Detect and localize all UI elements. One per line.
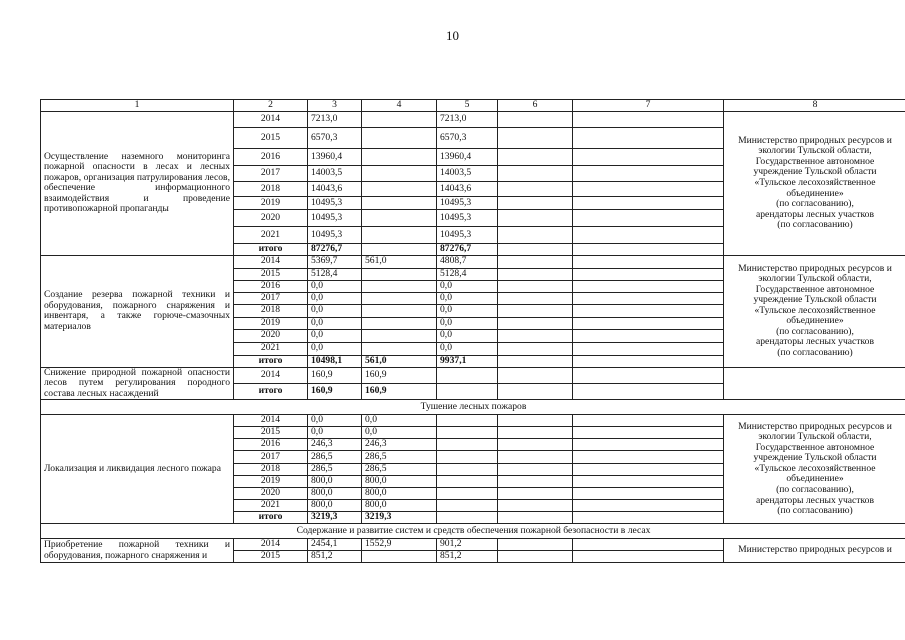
executor-line: «Тульское лесохозяйственное bbox=[754, 304, 876, 316]
section-heading: Содержание и развитие систем и средств обеспечения пожарной безопасности в лесах bbox=[41, 524, 905, 539]
executor-cell bbox=[724, 415, 905, 524]
executor-line: (по согласованию) bbox=[777, 346, 853, 358]
executor-cell bbox=[724, 367, 905, 400]
federal-budget-cell bbox=[437, 415, 498, 427]
year-cell: 2015 bbox=[234, 128, 308, 149]
column-6-cell bbox=[498, 383, 573, 399]
executor-line: (по согласованию), bbox=[776, 325, 854, 337]
column-6-cell bbox=[498, 539, 573, 551]
column-7-cell bbox=[573, 439, 724, 451]
column-7-cell bbox=[573, 280, 724, 292]
column-6-cell bbox=[498, 342, 573, 355]
total-funding-cell: 286,5 bbox=[308, 464, 362, 476]
total-funding-cell: 14003,5 bbox=[308, 166, 362, 182]
column-7-cell bbox=[573, 476, 724, 488]
executor-line: (по согласованию), bbox=[776, 198, 854, 210]
total-funding-cell: 5369,7 bbox=[308, 255, 362, 268]
year-cell: 2020 bbox=[234, 488, 308, 500]
executor-line: экологии Тульской области, bbox=[758, 145, 872, 157]
total-funding-cell: 10498,1 bbox=[308, 355, 362, 367]
year-cell: 2019 bbox=[234, 317, 308, 329]
regional-budget-cell bbox=[362, 166, 437, 182]
total-funding-cell: 2454,1 bbox=[308, 539, 362, 551]
year-cell: 2014 bbox=[234, 539, 308, 551]
year-cell: 2015 bbox=[234, 551, 308, 563]
year-row bbox=[41, 112, 905, 128]
section-heading: Тушение лесных пожаров bbox=[41, 400, 905, 415]
total-funding-cell: 10495,3 bbox=[308, 227, 362, 244]
column-6-cell bbox=[498, 197, 573, 210]
regional-budget-cell bbox=[362, 112, 437, 128]
column-6-cell bbox=[498, 182, 573, 197]
total-funding-cell: 160,9 bbox=[308, 383, 362, 399]
column-7-cell bbox=[573, 342, 724, 355]
regional-budget-cell bbox=[362, 197, 437, 210]
measure-description: Создание резерва пожарной техники и оборудования, пожарного снаряжения и инвентаря, а также горюче-смазочных материалов bbox=[41, 255, 234, 367]
executor-cell bbox=[724, 255, 905, 367]
regional-budget-cell bbox=[362, 292, 437, 304]
total-funding-cell: 10495,3 bbox=[308, 197, 362, 210]
regional-budget-cell: 800,0 bbox=[362, 500, 437, 512]
column-6-cell bbox=[498, 317, 573, 329]
total-funding-cell: 13960,4 bbox=[308, 149, 362, 166]
table-body bbox=[41, 100, 905, 563]
executor-line: Министерство природных ресурсов и bbox=[738, 420, 892, 432]
regional-budget-cell bbox=[362, 128, 437, 149]
year-cell: итого bbox=[234, 244, 308, 256]
total-funding-cell: 87276,7 bbox=[308, 244, 362, 256]
column-7-cell bbox=[573, 512, 724, 524]
executor-line: объединение» bbox=[786, 315, 844, 327]
executor-line: Министерство природных ресурсов и bbox=[738, 262, 892, 274]
federal-budget-cell: 14003,5 bbox=[437, 166, 498, 182]
regional-budget-cell: 561,0 bbox=[362, 355, 437, 367]
total-funding-cell: 14043,6 bbox=[308, 182, 362, 197]
regional-budget-cell bbox=[362, 268, 437, 280]
federal-budget-cell bbox=[437, 427, 498, 439]
regional-budget-cell: 0,0 bbox=[362, 427, 437, 439]
column-number-row bbox=[41, 100, 905, 112]
year-cell: 2015 bbox=[234, 268, 308, 280]
section-heading-row bbox=[41, 400, 905, 415]
year-cell: итого bbox=[234, 383, 308, 399]
column-7-cell bbox=[573, 427, 724, 439]
column-7-cell bbox=[573, 539, 724, 551]
column-6-cell bbox=[498, 329, 573, 342]
column-7-cell bbox=[573, 182, 724, 197]
section-heading-row bbox=[41, 524, 905, 539]
year-cell: 2014 bbox=[234, 367, 308, 383]
year-cell: 2021 bbox=[234, 227, 308, 244]
federal-budget-cell: 0,0 bbox=[437, 317, 498, 329]
measure-description: Локализация и ликвидация лесного пожара bbox=[41, 415, 234, 524]
executor-line: Министерство природных ресурсов и bbox=[738, 134, 892, 146]
executor-line: Государственное автономное bbox=[755, 441, 875, 453]
regional-budget-cell bbox=[362, 342, 437, 355]
total-funding-cell: 246,3 bbox=[308, 439, 362, 451]
column-7-cell bbox=[573, 197, 724, 210]
federal-budget-cell: 10495,3 bbox=[437, 227, 498, 244]
regional-budget-cell bbox=[362, 317, 437, 329]
column-number-4: 4 bbox=[362, 100, 437, 112]
federal-budget-cell: 9937,1 bbox=[437, 355, 498, 367]
total-funding-cell: 800,0 bbox=[308, 500, 362, 512]
column-6-cell bbox=[498, 512, 573, 524]
federal-budget-cell: 0,0 bbox=[437, 342, 498, 355]
column-6-cell bbox=[498, 255, 573, 268]
regional-budget-cell: 286,5 bbox=[362, 464, 437, 476]
year-cell: 2021 bbox=[234, 342, 308, 355]
executor-line: (по согласованию) bbox=[777, 219, 853, 231]
regional-budget-cell: 160,9 bbox=[362, 383, 437, 399]
federal-budget-cell bbox=[437, 512, 498, 524]
column-6-cell bbox=[498, 280, 573, 292]
regional-budget-cell: 1552,9 bbox=[362, 539, 437, 551]
column-7-cell bbox=[573, 166, 724, 182]
executor-line: «Тульское лесохозяйственное bbox=[754, 462, 876, 474]
column-7-cell bbox=[573, 227, 724, 244]
total-funding-cell: 160,9 bbox=[308, 367, 362, 383]
total-funding-cell: 0,0 bbox=[308, 304, 362, 317]
column-6-cell bbox=[498, 427, 573, 439]
federal-budget-cell: 851,2 bbox=[437, 551, 498, 563]
total-funding-cell: 0,0 bbox=[308, 342, 362, 355]
federal-budget-cell: 7213,0 bbox=[437, 112, 498, 128]
column-7-cell bbox=[573, 415, 724, 427]
year-row bbox=[41, 255, 905, 268]
federal-budget-cell: 901,2 bbox=[437, 539, 498, 551]
federal-budget-cell bbox=[437, 439, 498, 451]
column-6-cell bbox=[498, 166, 573, 182]
executor-line: Государственное автономное bbox=[755, 155, 875, 167]
year-cell: 2017 bbox=[234, 451, 308, 464]
total-funding-cell: 800,0 bbox=[308, 476, 362, 488]
year-cell: 2016 bbox=[234, 280, 308, 292]
measure-description: Снижение природной пожарной опасности лесов путем регулирования породного состава лесных насаждений bbox=[41, 367, 234, 400]
executor-line: учреждение Тульской области bbox=[753, 294, 877, 306]
column-6-cell bbox=[498, 149, 573, 166]
column-7-cell bbox=[573, 367, 724, 383]
federal-budget-cell: 10495,3 bbox=[437, 210, 498, 227]
year-cell: 2019 bbox=[234, 476, 308, 488]
total-funding-cell: 6570,3 bbox=[308, 128, 362, 149]
executor-line: «Тульское лесохозяйственное bbox=[754, 177, 876, 188]
year-cell: итого bbox=[234, 512, 308, 524]
year-cell: итого bbox=[234, 355, 308, 367]
column-6-cell bbox=[498, 500, 573, 512]
year-cell: 2018 bbox=[234, 304, 308, 317]
federal-budget-cell bbox=[437, 383, 498, 399]
total-funding-cell: 286,5 bbox=[308, 451, 362, 464]
regional-budget-cell: 800,0 bbox=[362, 476, 437, 488]
regional-budget-cell bbox=[362, 244, 437, 256]
federal-budget-cell: 0,0 bbox=[437, 292, 498, 304]
total-funding-cell: 0,0 bbox=[308, 427, 362, 439]
federal-budget-cell bbox=[437, 451, 498, 464]
year-row bbox=[41, 415, 905, 427]
executor-line: учреждение Тульской области bbox=[753, 166, 877, 178]
column-6-cell bbox=[498, 439, 573, 451]
column-6-cell bbox=[498, 112, 573, 128]
regional-budget-cell bbox=[362, 329, 437, 342]
federal-budget-cell: 5128,4 bbox=[437, 268, 498, 280]
column-6-cell bbox=[498, 476, 573, 488]
year-cell: 2018 bbox=[234, 182, 308, 197]
federal-budget-cell bbox=[437, 367, 498, 383]
executor-line: Государственное автономное bbox=[755, 283, 875, 295]
regional-budget-cell bbox=[362, 182, 437, 197]
column-7-cell bbox=[573, 210, 724, 227]
total-funding-cell: 800,0 bbox=[308, 488, 362, 500]
regional-budget-cell: 286,5 bbox=[362, 451, 437, 464]
executor-line: арендаторы лесных участков bbox=[756, 336, 874, 348]
column-number-3: 3 bbox=[308, 100, 362, 112]
executor-line: арендаторы лесных участков bbox=[756, 494, 874, 506]
regional-budget-cell: 160,9 bbox=[362, 367, 437, 383]
federal-budget-cell: 14043,6 bbox=[437, 182, 498, 197]
year-cell: 2018 bbox=[234, 464, 308, 476]
column-number-7: 7 bbox=[573, 100, 724, 112]
executor-cell bbox=[724, 539, 905, 563]
year-cell: 2015 bbox=[234, 427, 308, 439]
year-cell: 2019 bbox=[234, 197, 308, 210]
regional-budget-cell bbox=[362, 149, 437, 166]
page-number: 10 bbox=[446, 28, 459, 43]
column-7-cell bbox=[573, 464, 724, 476]
regional-budget-cell: 800,0 bbox=[362, 488, 437, 500]
column-6-cell bbox=[498, 292, 573, 304]
year-row bbox=[41, 539, 905, 551]
year-cell: 2014 bbox=[234, 415, 308, 427]
regional-budget-cell bbox=[362, 304, 437, 317]
executor-cell bbox=[724, 112, 905, 256]
executor-line: экологии Тульской области, bbox=[758, 431, 872, 443]
column-number-8: 8 bbox=[724, 100, 905, 112]
regional-budget-cell: 3219,3 bbox=[362, 512, 437, 524]
total-funding-cell: 0,0 bbox=[308, 317, 362, 329]
federal-budget-cell: 87276,7 bbox=[437, 244, 498, 256]
executor-line: экологии Тульской области, bbox=[758, 273, 872, 285]
federal-budget-cell bbox=[437, 476, 498, 488]
column-6-cell bbox=[498, 415, 573, 427]
column-7-cell bbox=[573, 128, 724, 149]
column-7-cell bbox=[573, 244, 724, 256]
column-6-cell bbox=[498, 244, 573, 256]
federal-budget-cell: 4808,7 bbox=[437, 255, 498, 268]
column-7-cell bbox=[573, 268, 724, 280]
executor-line: (по согласованию) bbox=[777, 505, 853, 517]
federal-budget-cell bbox=[437, 464, 498, 476]
column-7-cell bbox=[573, 317, 724, 329]
year-cell: 2014 bbox=[234, 112, 308, 128]
total-funding-cell: 10495,3 bbox=[308, 210, 362, 227]
column-number-5: 5 bbox=[437, 100, 498, 112]
regional-budget-cell bbox=[362, 210, 437, 227]
federal-budget-cell: 6570,3 bbox=[437, 128, 498, 149]
measure-description: Приобретение пожарной техники и оборудования, пожарного снаряжения и bbox=[41, 539, 234, 563]
regional-budget-cell bbox=[362, 227, 437, 244]
column-number-1: 1 bbox=[41, 100, 234, 112]
total-funding-cell: 851,2 bbox=[308, 551, 362, 563]
column-6-cell bbox=[498, 210, 573, 227]
column-number-2: 2 bbox=[234, 100, 308, 112]
executor-line: Министерство природных ресурсов и bbox=[738, 544, 892, 556]
column-7-cell bbox=[573, 304, 724, 317]
total-funding-cell: 0,0 bbox=[308, 292, 362, 304]
year-cell: 2014 bbox=[234, 255, 308, 268]
column-7-cell bbox=[573, 551, 724, 563]
column-7-cell bbox=[573, 149, 724, 166]
measure-description: Осуществление наземного мониторинга пожарной опасности в лесах и лесных пожаров, организация патрулирования лесов, обеспечение информационного взаимодействия и проведение противопожарной пропаганды bbox=[41, 112, 234, 256]
column-6-cell bbox=[498, 551, 573, 563]
year-row bbox=[41, 367, 905, 383]
year-cell: 2016 bbox=[234, 149, 308, 166]
column-7-cell bbox=[573, 255, 724, 268]
year-cell: 2021 bbox=[234, 500, 308, 512]
column-7-cell bbox=[573, 329, 724, 342]
column-7-cell bbox=[573, 383, 724, 399]
column-7-cell bbox=[573, 355, 724, 367]
column-6-cell bbox=[498, 488, 573, 500]
column-6-cell bbox=[498, 268, 573, 280]
year-cell: 2020 bbox=[234, 210, 308, 227]
column-6-cell bbox=[498, 304, 573, 317]
column-6-cell bbox=[498, 367, 573, 383]
federal-budget-cell: 0,0 bbox=[437, 329, 498, 342]
total-funding-cell: 7213,0 bbox=[308, 112, 362, 128]
program-table bbox=[40, 99, 905, 563]
executor-line: арендаторы лесных участков bbox=[756, 208, 874, 220]
column-6-cell bbox=[498, 355, 573, 367]
column-7-cell bbox=[573, 292, 724, 304]
executor-line: (по согласованию), bbox=[776, 484, 854, 495]
year-cell: 2017 bbox=[234, 292, 308, 304]
total-funding-cell: 5128,4 bbox=[308, 268, 362, 280]
federal-budget-cell: 10495,3 bbox=[437, 197, 498, 210]
regional-budget-cell: 246,3 bbox=[362, 439, 437, 451]
total-funding-cell: 0,0 bbox=[308, 280, 362, 292]
executor-line: учреждение Тульской области bbox=[753, 452, 877, 464]
column-6-cell bbox=[498, 451, 573, 464]
federal-budget-cell bbox=[437, 500, 498, 512]
federal-budget-cell: 0,0 bbox=[437, 280, 498, 292]
executor-line: объединение» bbox=[786, 473, 844, 485]
column-6-cell bbox=[498, 128, 573, 149]
regional-budget-cell bbox=[362, 551, 437, 563]
federal-budget-cell: 0,0 bbox=[437, 304, 498, 317]
regional-budget-cell: 0,0 bbox=[362, 415, 437, 427]
year-cell: 2020 bbox=[234, 329, 308, 342]
total-funding-cell: 0,0 bbox=[308, 329, 362, 342]
column-number-6: 6 bbox=[498, 100, 573, 112]
column-7-cell bbox=[573, 500, 724, 512]
executor-line: объединение» bbox=[786, 187, 844, 199]
total-funding-cell: 3219,3 bbox=[308, 512, 362, 524]
year-cell: 2017 bbox=[234, 166, 308, 182]
federal-budget-cell: 13960,4 bbox=[437, 149, 498, 166]
regional-budget-cell bbox=[362, 280, 437, 292]
column-6-cell bbox=[498, 464, 573, 476]
total-funding-cell: 0,0 bbox=[308, 415, 362, 427]
column-7-cell bbox=[573, 488, 724, 500]
federal-budget-cell bbox=[437, 488, 498, 500]
column-6-cell bbox=[498, 227, 573, 244]
regional-budget-cell: 561,0 bbox=[362, 255, 437, 268]
column-7-cell bbox=[573, 112, 724, 128]
column-7-cell bbox=[573, 451, 724, 464]
year-cell: 2016 bbox=[234, 439, 308, 451]
